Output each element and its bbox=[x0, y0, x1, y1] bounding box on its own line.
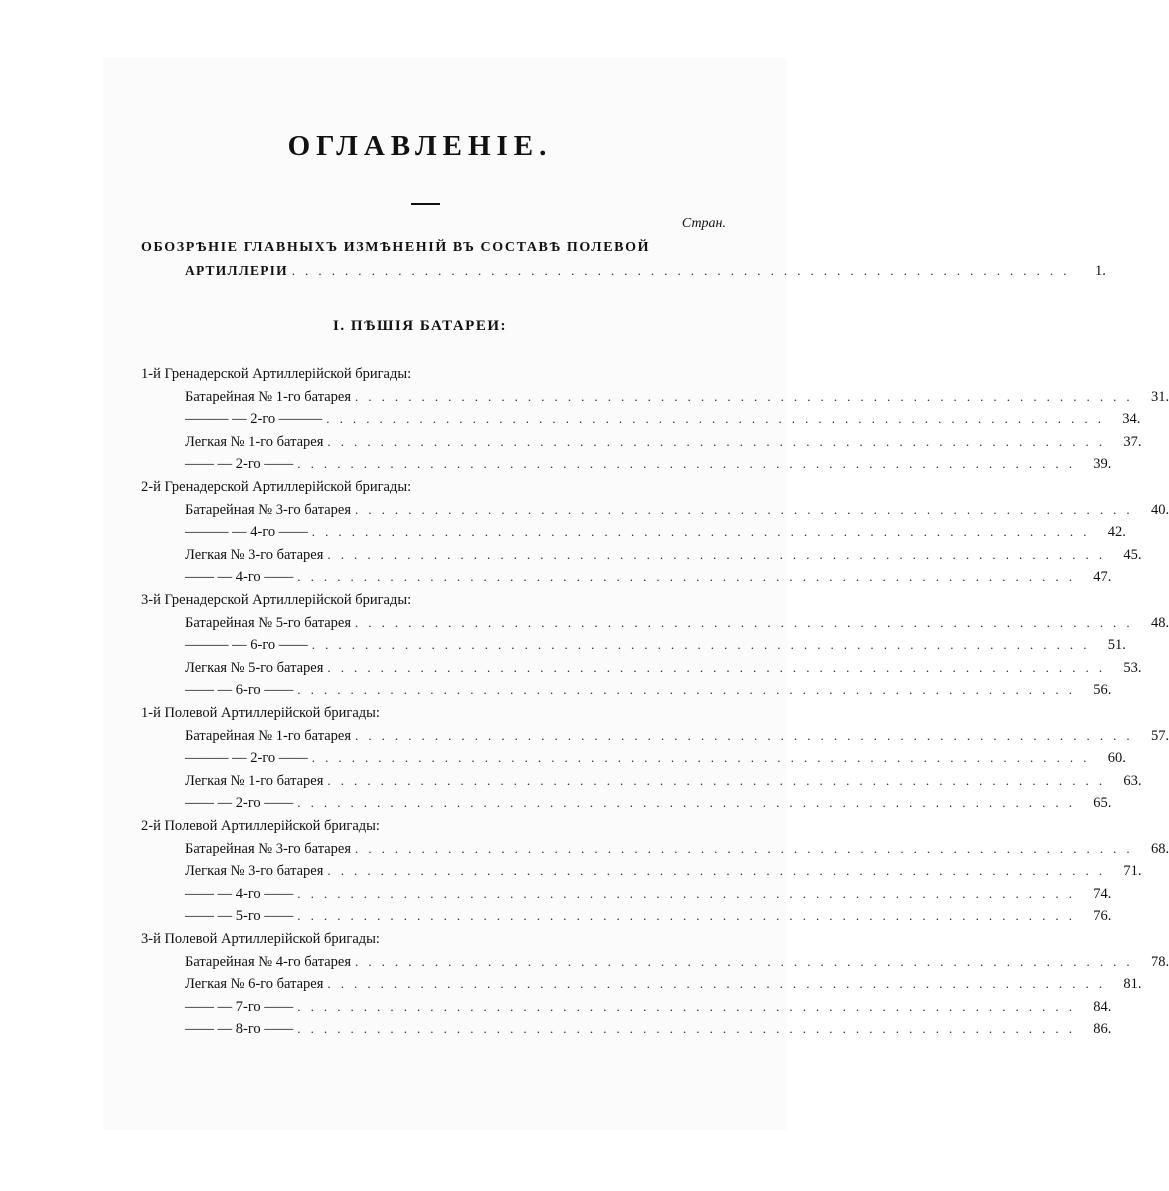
toc-entry-page: 68. bbox=[1150, 840, 1169, 857]
toc-entry-page: 34. bbox=[1122, 411, 1141, 428]
leader-dots: . . . . . . . . . . . . . . . . . . . . . . . . . . . . . . . . . . . . . . . . . . . . . . . . . . . . . . . . . . . bbox=[327, 863, 1106, 879]
toc-entry[interactable] bbox=[185, 524, 1126, 544]
leader-dots: . . . . . . . . . . . . . . . . . . . . . . . . . . . . . . . . . . . . . . . . . . . . . . . . . . . . . . . . . . . bbox=[297, 885, 1076, 901]
toc-entry-page: 31. bbox=[1150, 388, 1169, 405]
toc-entry-label: —— — 4-го —— bbox=[185, 885, 294, 902]
overview-entry[interactable] bbox=[185, 263, 1106, 283]
overview-entry-label: АРТИЛЛЕРІИ bbox=[185, 263, 288, 278]
toc-entry-label: —— — 2-го —— bbox=[185, 795, 294, 812]
toc-entry-page: 76. bbox=[1093, 908, 1112, 925]
toc-entry-page: 47. bbox=[1093, 569, 1112, 586]
page-column-label: Стран. bbox=[681, 216, 726, 231]
toc-entry[interactable] bbox=[185, 433, 1142, 454]
toc-entry[interactable] bbox=[185, 546, 1142, 567]
toc-entry-label: —— — 2-го —— bbox=[185, 456, 294, 473]
toc-entry[interactable] bbox=[185, 727, 1169, 748]
group-heading: 3-й Полевой Артиллерійской бригады: bbox=[141, 931, 380, 947]
toc-entry[interactable] bbox=[185, 1021, 1112, 1041]
leader-dots: . . . . . . . . . . . . . . . . . . . . . . . . . . . . . . . . . . . . . . . . . . . . . . . . . . . . . . . . . . . bbox=[327, 659, 1106, 675]
group-heading: 2-й Полевой Артиллерійской бригады: bbox=[141, 818, 380, 834]
toc-entry-label: Батарейная № 3-го батарея bbox=[185, 501, 352, 518]
leader-dots: . . . . . . . . . . . . . . . . . . . . . . . . . . . . . . . . . . . . . . . . . . . . . . . . . . . . . . . . . . . bbox=[355, 501, 1134, 517]
toc-entry-page: 56. bbox=[1093, 682, 1112, 699]
leader-dots: . . . . . . . . . . . . . . . . . . . . . . . . . . . . . . . . . . . . . . . . . . . . . . . . . . . . . . . . . . . bbox=[327, 772, 1106, 788]
toc-entry[interactable] bbox=[185, 976, 1142, 996]
leader-dots: . . . . . . . . . . . . . . . . . . . . . . . . . . . . . . . . . . . . . . . . . . . . . . . . . . . . . . . . . . . bbox=[311, 750, 1090, 766]
overview-entry-page: 1. bbox=[1094, 263, 1106, 279]
group-heading: 1-й Полевой Артиллерійской бригады: bbox=[141, 705, 380, 721]
toc-entry-page: 42. bbox=[1107, 524, 1126, 541]
toc-entry-label: ——— — 2-го —— bbox=[185, 750, 308, 767]
toc-entry[interactable] bbox=[185, 998, 1112, 1019]
toc-entry-page: 71. bbox=[1123, 863, 1142, 880]
toc-entry[interactable] bbox=[185, 388, 1169, 409]
toc-entry[interactable] bbox=[185, 614, 1169, 635]
leader-dots: . . . . . . . . . . . . . . . . . . . . . . . . . . . . . . . . . . . . . . . . . . . . . . . . . . . . . . . . . . . bbox=[355, 614, 1134, 630]
leader-dots: . . . . . . . . . . . . . . . . . . . . . . . . . . . . . . . . . . . . . . . . . . . . . . . . . . . . . . . . . . . bbox=[355, 953, 1134, 969]
toc-entry[interactable] bbox=[185, 569, 1112, 589]
toc-entry-page: 39. bbox=[1093, 456, 1112, 473]
toc-entry[interactable] bbox=[185, 659, 1142, 680]
section-title: І. ПѢШІЯ БАТАРЕИ: bbox=[332, 318, 507, 334]
toc-entry-label: —— — 8-го —— bbox=[185, 1021, 294, 1038]
toc-entry[interactable] bbox=[185, 885, 1112, 906]
group-heading: 2-й Гренадерской Артиллерійской бригады: bbox=[141, 479, 412, 495]
toc-entry-label: —— — 7-го —— bbox=[185, 998, 294, 1015]
toc-entry[interactable] bbox=[185, 411, 1141, 431]
toc-entry-label: Легкая № 6-го батарея bbox=[185, 976, 324, 993]
leader-dots: . . . . . . . . . . . . . . . . . . . . . . . . . . . . . . . . . . . . . . . . . . . . . . . . . . . . . . . . . . . bbox=[297, 456, 1076, 472]
toc-entry-page: 84. bbox=[1093, 998, 1112, 1015]
toc-entry-page: 37. bbox=[1123, 433, 1142, 450]
toc-entry[interactable] bbox=[185, 908, 1112, 928]
toc-entry[interactable] bbox=[185, 456, 1112, 476]
overview-heading: ОБОЗРѢНІЕ ГЛАВНЫХЪ ИЗМѢНЕНІЙ ВЪ СОСТАВѢ ПОЛЕВОЙ bbox=[141, 240, 651, 255]
toc-entry-label: Батарейная № 4-го батарея bbox=[185, 953, 352, 970]
toc-entry-label: Батарейная № 1-го батарея bbox=[185, 727, 352, 744]
toc-entry[interactable] bbox=[185, 682, 1112, 702]
group-heading: 3-й Гренадерской Артиллерійской бригады: bbox=[141, 592, 412, 608]
leader-dots: . . . . . . . . . . . . . . . . . . . . . . . . . . . . . . . . . . . . . . . . . . . . . . . . . . . . . . . . . . . bbox=[311, 637, 1090, 653]
toc-entry-page: 40. bbox=[1150, 501, 1169, 518]
leader-dots: . . . . . . . . . . . . . . . . . . . . . . . . . . . . . . . . . . . . . . . . . . . . . . . . . . . . . . . . . . . bbox=[355, 727, 1134, 743]
leader-dots: . . . . . . . . . . . . . . . . . . . . . . . . . . . . . . . . . . . . . . . . . . . . . . . . . . . . . . . . . . . bbox=[355, 388, 1134, 404]
toc-entry[interactable] bbox=[185, 840, 1169, 861]
group-heading: 1-й Гренадерской Артиллерійской бригады: bbox=[141, 366, 412, 382]
leader-dots: . . . . . . . . . . . . . . . . . . . . . . . . . . . . . . . . . . . . . . . . . . . . . . . . . . . . . . . . . . . bbox=[311, 524, 1090, 540]
toc-entry-label: Легкая № 1-го батарея bbox=[185, 772, 324, 789]
toc-entry-label: Батарейная № 5-го батарея bbox=[185, 614, 352, 631]
toc-entry-page: 53. bbox=[1123, 659, 1142, 676]
page-title: ОГЛАВЛЕНІЕ. bbox=[287, 130, 553, 162]
toc-entry[interactable] bbox=[185, 863, 1142, 883]
leader-dots: . . . . . . . . . . . . . . . . . . . . . . . . . . . . . . . . . . . . . . . . . . . . . . . . . . . . . . . . . . . bbox=[297, 795, 1076, 811]
toc-entry-label: —— — 5-го —— bbox=[185, 908, 294, 925]
toc-entry-label: ——— — 2-го ——— bbox=[185, 411, 323, 428]
toc-entry-label: Легкая № 3-го батарея bbox=[185, 546, 324, 563]
leader-dots: . . . . . . . . . . . . . . . . . . . . . . . . . . . . . . . . . . . . . . . . . . . . . . . . . . . . . . . . . . . bbox=[355, 840, 1134, 856]
toc-entry-page: 74. bbox=[1093, 885, 1112, 902]
toc-entry-label: Легкая № 1-го батарея bbox=[185, 433, 324, 450]
toc-entry-page: 78. bbox=[1150, 953, 1169, 970]
toc-entry-page: 48. bbox=[1150, 614, 1169, 631]
toc-entry-label: —— — 6-го —— bbox=[185, 682, 294, 699]
leader-dots: . . . . . . . . . . . . . . . . . . . . . . . . . . . . . . . . . . . . . . . . . . . . . . . . . . . . . . . . . . . bbox=[327, 546, 1106, 562]
toc-entry-label: Батарейная № 3-го батарея bbox=[185, 840, 352, 857]
toc-entry-page: 63. bbox=[1123, 772, 1142, 789]
toc-entry[interactable] bbox=[185, 953, 1169, 974]
toc-entry-label: Легкая № 5-го батарея bbox=[185, 659, 324, 676]
toc-entry[interactable] bbox=[185, 501, 1169, 522]
toc-entry[interactable] bbox=[185, 637, 1126, 657]
toc-entry-label: ——— — 4-го —— bbox=[185, 524, 308, 541]
title-rule bbox=[411, 203, 440, 205]
toc-entry-page: 51. bbox=[1107, 637, 1126, 654]
leader-dots: . . . . . . . . . . . . . . . . . . . . . . . . . . . . . . . . . . . . . . . . . . . . . . . . . . . . . . . . . . . bbox=[297, 998, 1076, 1014]
leader-dots: . . . . . . . . . . . . . . . . . . . . . . . . . . . . . . . . . . . . . . . . . . . . . . . . . . . . . . . . . . . bbox=[326, 411, 1105, 427]
leader-dots: . . . . . . . . . . . . . . . . . . . . . . . . . . . . . . . . . . . . . . . . . . . . . . . . . . . . . . . . . . . bbox=[327, 976, 1106, 992]
toc-entry-label: —— — 4-го —— bbox=[185, 569, 294, 586]
toc-entry[interactable] bbox=[185, 772, 1142, 793]
toc-entry-label: ——— — 6-го —— bbox=[185, 637, 308, 654]
toc-entry-page: 45. bbox=[1123, 546, 1142, 563]
toc-entry-label: Батарейная № 1-го батарея bbox=[185, 388, 352, 405]
leader-dots: . . . . . . . . . . . . . . . . . . . . . . . . . . . . . . . . . . . . . . . . . . . . . . . . . . . . . . . . . . . bbox=[291, 263, 1070, 278]
leader-dots: . . . . . . . . . . . . . . . . . . . . . . . . . . . . . . . . . . . . . . . . . . . . . . . . . . . . . . . . . . . bbox=[297, 1021, 1076, 1037]
leader-dots: . . . . . . . . . . . . . . . . . . . . . . . . . . . . . . . . . . . . . . . . . . . . . . . . . . . . . . . . . . . bbox=[297, 908, 1076, 924]
toc-entry-page: 86. bbox=[1093, 1021, 1112, 1038]
toc-entry-label: Легкая № 3-го батарея bbox=[185, 863, 324, 880]
toc-entry-page: 57. bbox=[1150, 727, 1169, 744]
leader-dots: . . . . . . . . . . . . . . . . . . . . . . . . . . . . . . . . . . . . . . . . . . . . . . . . . . . . . . . . . . . bbox=[297, 569, 1076, 585]
toc-entry-page: 65. bbox=[1093, 795, 1112, 812]
toc-entry-page: 60. bbox=[1107, 750, 1126, 767]
toc-entry-page: 81. bbox=[1123, 976, 1142, 993]
toc-entry[interactable] bbox=[185, 795, 1112, 815]
leader-dots: . . . . . . . . . . . . . . . . . . . . . . . . . . . . . . . . . . . . . . . . . . . . . . . . . . . . . . . . . . . bbox=[297, 682, 1076, 698]
leader-dots: . . . . . . . . . . . . . . . . . . . . . . . . . . . . . . . . . . . . . . . . . . . . . . . . . . . . . . . . . . . bbox=[327, 433, 1106, 449]
toc-entry[interactable] bbox=[185, 750, 1126, 770]
